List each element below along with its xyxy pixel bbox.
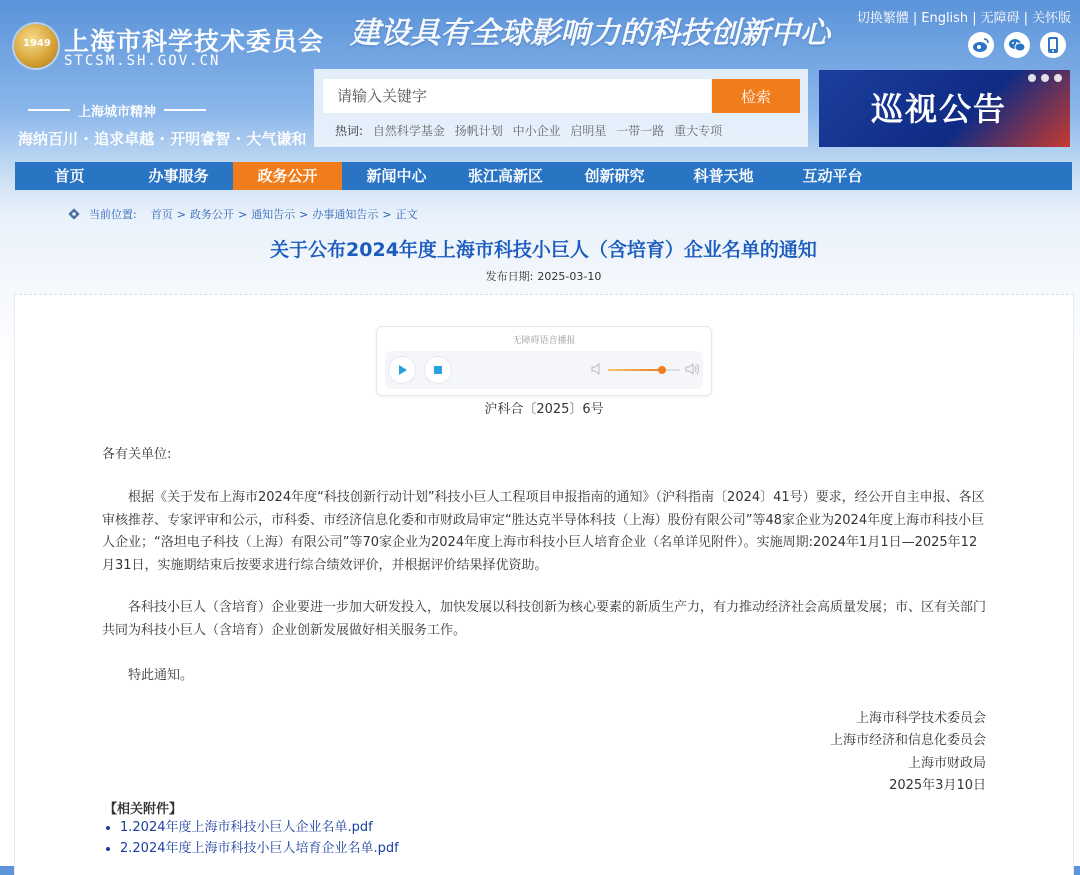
nav-item-services[interactable]: 办事服务 bbox=[148, 167, 209, 185]
divider: | bbox=[912, 11, 918, 26]
article-content bbox=[14, 294, 1074, 875]
paragraph: 特此通知。 bbox=[128, 668, 194, 683]
breadcrumb-label: 当前位置: bbox=[89, 208, 137, 221]
hot-word[interactable]: 启明星 bbox=[570, 124, 607, 138]
government-emblem-icon[interactable] bbox=[14, 24, 58, 68]
link-traditional-chinese[interactable]: 切换繁體 bbox=[856, 11, 909, 26]
signature-line: 上海市财政局 bbox=[907, 755, 986, 771]
stop-icon bbox=[433, 365, 443, 375]
link-english[interactable]: English bbox=[921, 11, 969, 26]
site-header bbox=[0, 0, 1080, 160]
publish-date bbox=[15, 268, 1072, 284]
publish-date-value: 2025-03-10 bbox=[537, 270, 602, 283]
volume-high-icon[interactable] bbox=[685, 362, 701, 376]
banner-dot[interactable] bbox=[1041, 74, 1049, 82]
breadcrumb-separator: > bbox=[382, 207, 392, 221]
signature-line: 上海市经济和信息化委员会 bbox=[829, 733, 986, 749]
banner-dot[interactable] bbox=[1028, 74, 1036, 82]
audio-player bbox=[376, 326, 712, 396]
signature-block bbox=[830, 708, 986, 797]
breadcrumb-separator: > bbox=[299, 207, 309, 221]
signature-date: 2025年3月10日 bbox=[889, 777, 986, 793]
hot-words-label: 热词: bbox=[335, 124, 364, 138]
breadcrumb-separator: > bbox=[237, 207, 248, 221]
wechat-icon[interactable] bbox=[1004, 32, 1030, 58]
salutation: 各有关单位: bbox=[102, 447, 172, 462]
attachment-link[interactable]: 2.2024年度上海市科技小巨人培育企业名单.pdf bbox=[120, 841, 399, 856]
emblem-text: 1949 bbox=[23, 38, 51, 49]
play-button[interactable] bbox=[389, 357, 415, 383]
attachments-title: 【相关附件】 bbox=[104, 802, 183, 817]
divider: | bbox=[1023, 11, 1028, 26]
audio-controls bbox=[385, 351, 703, 389]
link-elderly-mode[interactable]: 关怀版 bbox=[1031, 11, 1071, 26]
city-spirit-text: 海纳百川 · 追求卓越 · 开明睿智 · 大气谦和 bbox=[18, 130, 307, 148]
breadcrumb-item[interactable]: 首页 bbox=[150, 208, 173, 221]
search-panel bbox=[314, 69, 808, 147]
stop-button[interactable] bbox=[425, 357, 451, 383]
signature-line: 上海市科学技术委员会 bbox=[855, 711, 986, 726]
breadcrumb bbox=[67, 206, 418, 222]
mobile-icon[interactable] bbox=[1040, 32, 1066, 58]
page-title: 关于公布2024年度上海市科技小巨人（含培育）企业名单的通知 bbox=[270, 239, 817, 261]
nav-item-interaction[interactable]: 互动平台 bbox=[802, 167, 863, 185]
site-title[interactable]: 上海市科学技术委员会 bbox=[64, 27, 325, 56]
nav-item-science-popularization[interactable]: 科普天地 bbox=[693, 167, 754, 185]
paragraph: 根据《关于发布上海市2024年度“科技创新行动计划”科技小巨人工程项目申报指南的通知》（沪科指南〔2024〕41号）要求，经公开自主申报、各区审核推荐、专家评审和公示，市科委、市经济信息化委和市财政局审定“胜达克半导体科技（上海）股份有限公司”等48家企业为2024年度上海市科技小巨人企业；“洛坦电子科技（上海）有限公司”等70家企业为2024年度上海市科技小巨人培育企业（名单详见附件）。实施周期:2024年1月1日—2025年12月31日，实施期结束后按要求进行综合绩效评价，并根据评价结果择优资助。 bbox=[102, 490, 985, 573]
search-input[interactable] bbox=[323, 79, 711, 113]
link-accessibility[interactable]: 无障碍 bbox=[980, 11, 1020, 26]
attachment-item bbox=[120, 817, 399, 838]
document-number: 沪科合〔2025〕6号 bbox=[484, 402, 604, 417]
volume-handle[interactable] bbox=[658, 366, 666, 374]
nav-item-news[interactable]: 新闻中心 bbox=[366, 167, 427, 185]
hot-word[interactable]: 中小企业 bbox=[512, 124, 561, 138]
header-slogan: 建设具有全球影响力的科技创新中心 bbox=[350, 16, 830, 51]
banner-text: 巡视公告 bbox=[871, 90, 1008, 128]
attachment-link[interactable]: 1.2024年度上海市科技小巨人企业名单.pdf bbox=[120, 820, 373, 835]
publish-date-label: 发布日期: bbox=[485, 270, 534, 283]
hot-word[interactable]: 重大专项 bbox=[674, 124, 723, 138]
breadcrumb-item[interactable]: 办事通知告示 bbox=[312, 208, 379, 221]
site-domain: STCSM.SH.GOV.CN bbox=[64, 53, 221, 69]
breadcrumb-separator: > bbox=[176, 207, 186, 221]
main-nav bbox=[15, 162, 1072, 190]
volume-low-icon[interactable] bbox=[591, 362, 603, 376]
hot-word[interactable]: 扬帆计划 bbox=[454, 124, 503, 138]
volume-level bbox=[608, 369, 662, 371]
hot-words bbox=[335, 122, 722, 139]
hot-word[interactable]: 自然科学基金 bbox=[372, 124, 445, 138]
city-spirit bbox=[18, 101, 308, 151]
attachment-item bbox=[120, 838, 399, 859]
banner-dots bbox=[1028, 74, 1062, 82]
breadcrumb-item[interactable]: 通知告示 bbox=[251, 208, 296, 221]
nav-item-innovation-research[interactable]: 创新研究 bbox=[584, 167, 645, 185]
weibo-icon[interactable] bbox=[968, 32, 994, 58]
banner-dot[interactable] bbox=[1054, 74, 1062, 82]
play-icon bbox=[396, 364, 408, 376]
nav-item-zhangjiang[interactable]: 张江高新区 bbox=[467, 167, 543, 185]
city-spirit-title: 上海城市精神 bbox=[78, 101, 156, 120]
nav-item-home[interactable]: 首页 bbox=[54, 167, 85, 185]
location-icon bbox=[67, 207, 81, 221]
divider: | bbox=[972, 11, 977, 26]
hot-word[interactable]: 一带一路 bbox=[616, 124, 665, 138]
volume-slider[interactable] bbox=[608, 369, 680, 371]
top-links bbox=[857, 7, 1071, 26]
audio-player-label: 无障碍语音播报 bbox=[512, 336, 576, 346]
share-icons bbox=[968, 32, 1066, 58]
breadcrumb-item[interactable]: 政务公开 bbox=[189, 208, 234, 221]
search-button[interactable]: 检索 bbox=[712, 79, 800, 113]
nav-item-government-affairs[interactable]: 政务公开 bbox=[233, 162, 342, 190]
attachments-list bbox=[104, 817, 399, 859]
breadcrumb-current: 正文 bbox=[395, 208, 418, 221]
article-header bbox=[15, 228, 1072, 294]
inspection-banner[interactable] bbox=[819, 70, 1070, 147]
paragraph: 各科技小巨人（含培育）企业要进一步加大研发投入，加快发展以科技创新为核心要素的新质生产力，有力推动经济社会高质量发展；市、区有关部门共同为科技小巨人（含培育）企业创新发展做好相关服务工作。 bbox=[102, 600, 987, 638]
